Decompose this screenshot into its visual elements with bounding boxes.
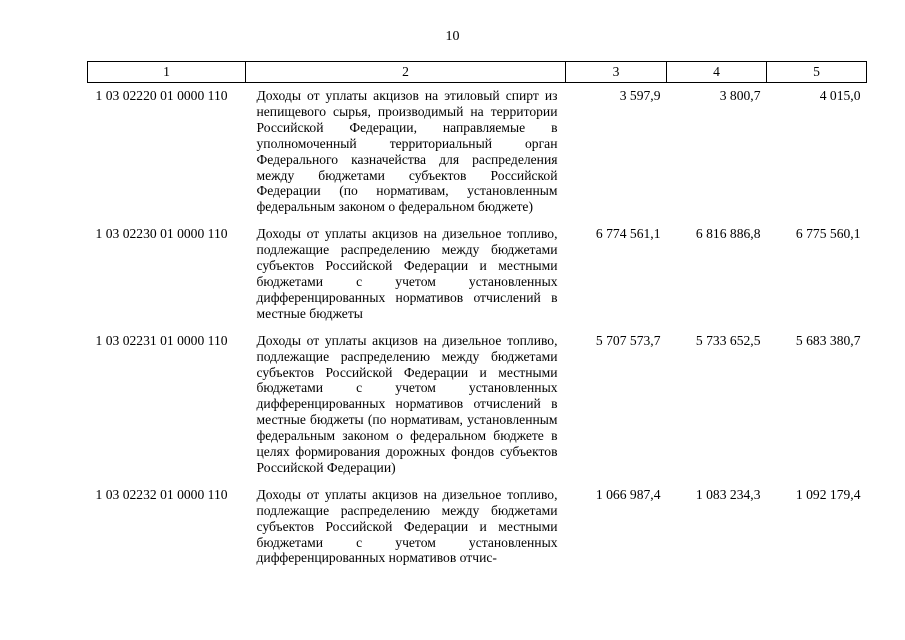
- table-row: [88, 83, 867, 222]
- revenue-description: Доходы от уплаты акцизов на дизельное топливо, подлежащие распределению между бюджетами субъектов Российской Федерации и местными бюджетами с учетом установленных дифференцированных нормативов отчислений в местные бюджеты (по нормативам, установленным федеральным законом о федеральном бюджете в целях формирования дорожных фондов субъектов Российской Федерации): [256, 332, 558, 475]
- header-col-2: 2: [246, 62, 566, 83]
- amount-col-5: 4 015,0: [819, 88, 861, 103]
- amount-col-4: 1 083 234,3: [695, 486, 761, 502]
- revenue-table: [87, 61, 867, 572]
- amount-col-3: 6 774 561,1: [595, 226, 661, 242]
- budget-code: 1 03 02232 01 0000 110: [95, 486, 228, 502]
- amount-col-4: 5 733 652,5: [695, 332, 761, 348]
- page-number: 10: [445, 29, 460, 44]
- budget-code: 1 03 02220 01 0000 110: [95, 88, 228, 103]
- budget-code: 1 03 02231 01 0000 110: [95, 332, 228, 348]
- amount-col-5: 6 775 560,1: [795, 226, 861, 242]
- header-col-4: 4: [667, 62, 767, 83]
- revenue-description: Доходы от уплаты акцизов на этиловый спирт из непищевого сырья, производимый на территории Российской Федерации, направляемые в уполномоченный территориальный орган Федерального казначейства для распределения между бюджетами субъектов Российской Федерации (по нормативам, установленным федеральным законом о федеральном бюджете): [256, 88, 558, 215]
- amount-col-4: 6 816 886,8: [695, 226, 761, 242]
- table-row: [88, 328, 867, 482]
- amount-col-5: 1 092 179,4: [795, 486, 861, 502]
- table-row: [88, 482, 867, 573]
- table-body: [88, 83, 867, 573]
- header-col-1: 1: [88, 62, 246, 83]
- table-row: [88, 221, 867, 327]
- amount-col-3: 3 597,9: [619, 88, 661, 103]
- revenue-description: Доходы от уплаты акцизов на дизельное топливо, подлежащие распределению между бюджетами субъектов Российской Федерации и местными бюджетами с учетом установленных дифференцированных нормативов отчис-: [256, 486, 558, 566]
- amount-col-3: 1 066 987,4: [595, 486, 661, 502]
- table-header: [88, 62, 867, 83]
- amount-col-5: 5 683 380,7: [795, 332, 861, 348]
- amount-col-4: 3 800,7: [719, 88, 761, 103]
- amount-col-3: 5 707 573,7: [595, 332, 661, 348]
- revenue-description: Доходы от уплаты акцизов на дизельное топливо, подлежащие распределению между бюджетами субъектов Российской Федерации и местными бюджетами с учетом установленных дифференцированных нормативов отчислений в местные бюджеты: [256, 226, 558, 321]
- header-row: [88, 62, 867, 83]
- budget-code: 1 03 02230 01 0000 110: [95, 226, 228, 242]
- header-col-3: 3: [566, 62, 667, 83]
- header-col-5: 5: [767, 62, 867, 83]
